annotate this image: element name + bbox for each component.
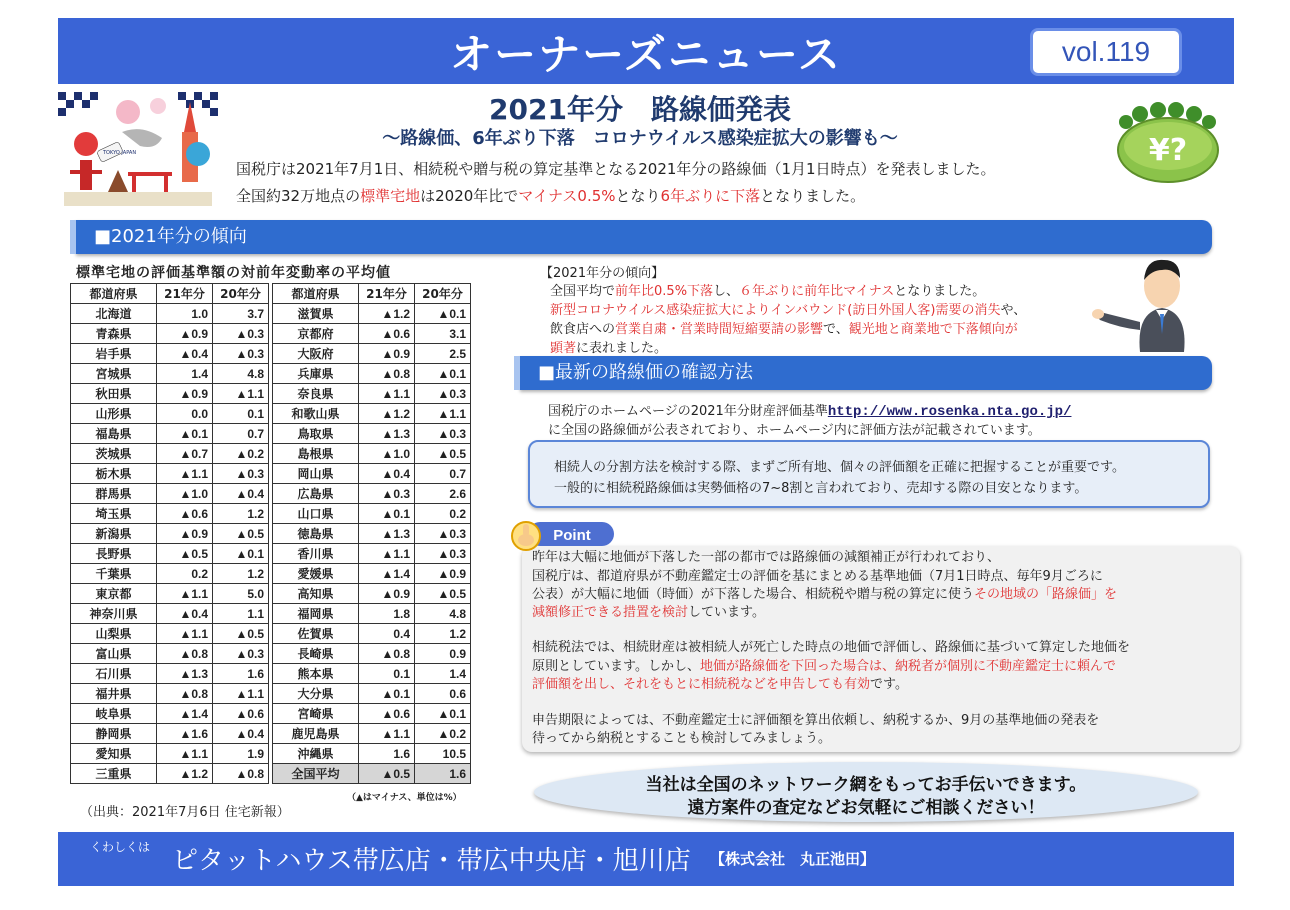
- rate-2021-cell: ▲1.6: [157, 724, 213, 744]
- trend-line-1: 全国平均で前年比0.5%下落し、６年ぶりに前年比マイナスとなりました。: [550, 284, 986, 299]
- prefecture-cell: 愛知県: [71, 744, 157, 764]
- col-header-pref-left: 都道府県: [71, 284, 157, 304]
- prefecture-cell: 福井県: [71, 684, 157, 704]
- rate-2020-cell: ▲0.3: [213, 344, 269, 364]
- rate-2020-cell: 0.7: [415, 464, 471, 484]
- rate-2021-cell: ▲0.1: [157, 424, 213, 444]
- prefecture-cell: 沖縄県: [273, 744, 359, 764]
- col-header-20-right: 20年分: [415, 284, 471, 304]
- rate-2020-cell: ▲0.5: [415, 444, 471, 464]
- table-row: [71, 764, 471, 784]
- rate-2020-cell: 2.6: [415, 484, 471, 504]
- highlight-standard-land: 標準宅地: [360, 187, 421, 205]
- prefecture-cell: 宮崎県: [273, 704, 359, 724]
- point-line-5: 相続税法では、相続財産は被相続人が死亡した時点の地価で評価し、路線価に基づいて算定した地価を: [532, 640, 1131, 655]
- prefecture-cell: 千葉県: [71, 564, 157, 584]
- rate-2021-cell: ▲0.9: [359, 344, 415, 364]
- prefecture-cell: 滋賀県: [273, 304, 359, 324]
- rate-2020-cell: 0.2: [415, 504, 471, 524]
- table-row: [71, 464, 471, 484]
- prefecture-cell: 愛媛県: [273, 564, 359, 584]
- point-line-8: 申告期限によっては、不動産鑑定士に評価額を算出依頼し、納税するか、9月の基準地価の発表を: [532, 713, 1100, 728]
- table-row: [71, 724, 471, 744]
- table-row: [71, 664, 471, 684]
- rate-2021-cell: 0.1: [359, 664, 415, 684]
- point-line-6: 原則としています。しかし、地価が路線価を下回った場合は、納税者が個別に不動産鑑定士に頼んで: [532, 659, 1116, 674]
- point-line-9: 待ってから納税とすることも検討してみましょう。: [532, 731, 832, 746]
- point-label: Point: [553, 527, 591, 544]
- rate-2020-cell: 0.6: [415, 684, 471, 704]
- rate-2021-cell: ▲1.2: [359, 404, 415, 424]
- rate-2021-cell: ▲1.2: [157, 764, 213, 784]
- prefecture-cell: 長崎県: [273, 644, 359, 664]
- table-row: [71, 504, 471, 524]
- rate-2020-cell: ▲0.3: [415, 424, 471, 444]
- point-box: [522, 546, 1240, 752]
- highlight-first-drop: 6年ぶりに下落: [660, 187, 761, 205]
- prefecture-cell: 山口県: [273, 504, 359, 524]
- point-line-3: 公表）が大幅に地価（時価）が下落した場合、相続税や贈与税の算定に使うその地域の「路線価」を: [532, 587, 1118, 602]
- prefecture-cell: 新潟県: [71, 524, 157, 544]
- prefecture-cell: 群馬県: [71, 484, 157, 504]
- volume-badge: vol.119: [1030, 28, 1182, 76]
- rate-2021-cell: ▲0.3: [359, 484, 415, 504]
- table-row: [71, 444, 471, 464]
- rate-2020-cell: 10.5: [415, 744, 471, 764]
- rate-2021-cell: ▲0.8: [157, 644, 213, 664]
- highlight-minus-rate: マイナス0.5%: [518, 187, 616, 205]
- rate-2020-cell: 4.8: [415, 604, 471, 624]
- rate-2020-cell: ▲0.3: [213, 324, 269, 344]
- prefecture-cell: 山梨県: [71, 624, 157, 644]
- prefecture-cell: 奈良県: [273, 384, 359, 404]
- rate-2021-cell: ▲0.8: [157, 684, 213, 704]
- rate-2020-cell: ▲0.1: [213, 544, 269, 564]
- rate-2021-cell: ▲0.9: [157, 324, 213, 344]
- yen-question-text: ¥?: [1148, 133, 1188, 168]
- prefecture-cell: 京都府: [273, 324, 359, 344]
- table-header-row: [71, 284, 471, 304]
- rate-2020-cell: ▲0.5: [213, 524, 269, 544]
- howto-line-1: 国税庁のホームページの2021年分財産評価基準http://www.rosenka.nta.go.jp/: [548, 404, 1072, 420]
- prefecture-cell: 広島県: [273, 484, 359, 504]
- rate-2021-cell: 0.2: [157, 564, 213, 584]
- advice-line-2: 一般的に相続税路線価は実勢価格の7~8割と言われており、売却する際の目安となります。: [554, 481, 1088, 496]
- rate-2021-cell: ▲0.1: [359, 684, 415, 704]
- rate-2020-cell: ▲0.1: [415, 304, 471, 324]
- rate-2020-cell: 1.4: [415, 664, 471, 684]
- intro-line-1: 国税庁は2021年7月1日、相続税や贈与税の算定基準となる2021年分の路線価（1月1日時点）を発表しました。: [236, 160, 996, 178]
- rate-2021-cell: ▲0.5: [157, 544, 213, 564]
- rate-2020-cell: ▲0.1: [415, 704, 471, 724]
- rate-2020-cell: ▲1.1: [415, 404, 471, 424]
- prefecture-cell: 鹿児島県: [273, 724, 359, 744]
- prefecture-cell: 和歌山県: [273, 404, 359, 424]
- rate-2021-cell: ▲0.5: [359, 764, 415, 784]
- advice-line-1: 相続人の分割方法を検討する際、まずご所有地、個々の評価額を正確に把握することが重要です。: [554, 460, 1125, 475]
- prefecture-cell: 熊本県: [273, 664, 359, 684]
- prefecture-cell: 香川県: [273, 544, 359, 564]
- rate-2020-cell: 0.9: [415, 644, 471, 664]
- intro-line-2: 全国約32万地点の標準宅地は2020年比でマイナス0.5%となり6年ぶりに下落となりました。: [236, 187, 866, 205]
- rate-2020-cell: ▲0.4: [213, 484, 269, 504]
- rate-2020-cell: ▲0.3: [415, 544, 471, 564]
- newsletter-title: オーナーズニュース: [450, 30, 842, 79]
- rate-2020-cell: ▲1.1: [213, 384, 269, 404]
- rate-2020-cell: ▲1.1: [213, 684, 269, 704]
- table-row: [71, 684, 471, 704]
- section-heading-howto: ■最新の路線価の確認方法: [520, 356, 1212, 390]
- table-row: [71, 344, 471, 364]
- prefecture-cell: 大分県: [273, 684, 359, 704]
- rate-2020-cell: 4.8: [213, 364, 269, 384]
- rate-2021-cell: ▲1.2: [359, 304, 415, 324]
- rate-2020-cell: ▲0.2: [213, 444, 269, 464]
- table-row: [71, 524, 471, 544]
- table-row: [71, 404, 471, 424]
- point-line-7: 評価額を出し、それをもとに相続税などを申告しても有効です。: [532, 677, 908, 692]
- table-row: [71, 604, 471, 624]
- prefecture-cell: 岐阜県: [71, 704, 157, 724]
- land-value-change-table: [70, 283, 494, 787]
- rate-2020-cell: ▲0.4: [213, 724, 269, 744]
- rosenka-link[interactable]: http://www.rosenka.nta.go.jp/: [827, 404, 1072, 420]
- prefecture-cell: 青森県: [71, 324, 157, 344]
- rate-2021-cell: ▲0.1: [359, 504, 415, 524]
- rate-2021-cell: ▲0.4: [157, 344, 213, 364]
- table-row: [71, 544, 471, 564]
- rate-2021-cell: ▲1.3: [157, 664, 213, 684]
- rate-2020-cell: 2.5: [415, 344, 471, 364]
- table-row: [71, 304, 471, 324]
- rate-2020-cell: ▲0.8: [213, 764, 269, 784]
- rate-2020-cell: 1.6: [213, 664, 269, 684]
- trend-line-3: 飲食店への営業自粛・営業時間短縮要請の影響で、観光地と商業地で下落傾向が: [550, 322, 1018, 337]
- table-title: 標準宅地の評価基準額の対前年変動率の平均値: [76, 265, 391, 281]
- prefecture-cell: 岡山県: [273, 464, 359, 484]
- prefecture-cell: 兵庫県: [273, 364, 359, 384]
- businessman-icon: [1090, 252, 1214, 354]
- rate-2021-cell: ▲1.1: [359, 724, 415, 744]
- rate-2021-cell: ▲0.6: [157, 504, 213, 524]
- rate-2020-cell: 1.9: [213, 744, 269, 764]
- rate-2021-cell: 0.0: [157, 404, 213, 424]
- rate-2020-cell: ▲0.5: [213, 624, 269, 644]
- point-line-1: 昨年は大幅に地価が下落した一部の都市では路線価の減額補正が行われており、: [532, 550, 1001, 565]
- rate-2021-cell: 1.0: [157, 304, 213, 324]
- table-row: [71, 324, 471, 344]
- table-row: [71, 584, 471, 604]
- rate-2020-cell: 1.2: [213, 564, 269, 584]
- point-line-2: 国税庁は、都道府県が不動産鑑定士の評価を基にまとめる基準地価（7月1日時点、毎年9月ごろに: [532, 569, 1103, 584]
- prefecture-cell: 東京都: [71, 584, 157, 604]
- prefecture-cell: 長野県: [71, 544, 157, 564]
- point-badge: [508, 514, 618, 554]
- yen-question-icon: [1112, 94, 1224, 186]
- rate-2021-cell: 1.4: [157, 364, 213, 384]
- cta-line-2: 遠方案件の査定などお気軽にご相談ください！: [687, 798, 1045, 818]
- rate-2020-cell: 5.0: [213, 584, 269, 604]
- rate-2021-cell: ▲1.1: [157, 584, 213, 604]
- trend-line-4: 顕著に表れました。: [550, 341, 668, 356]
- cta-line-1: 当社は全国のネットワーク網をもってお手伝いできます。: [645, 775, 1087, 795]
- prefecture-cell: 栃木県: [71, 464, 157, 484]
- rate-2021-cell: ▲1.0: [157, 484, 213, 504]
- prefecture-cell: 宮城県: [71, 364, 157, 384]
- rate-2020-cell: ▲0.3: [415, 524, 471, 544]
- prefecture-cell: 全国平均: [273, 764, 359, 784]
- prefecture-cell: 静岡県: [71, 724, 157, 744]
- rate-2020-cell: 1.1: [213, 604, 269, 624]
- table-row: [71, 624, 471, 644]
- rate-2021-cell: 0.4: [359, 624, 415, 644]
- rate-2021-cell: ▲1.3: [359, 524, 415, 544]
- prefecture-cell: 北海道: [71, 304, 157, 324]
- footer-banner: [58, 832, 1234, 886]
- table-row: [71, 704, 471, 724]
- section-heading-trend: ■2021年分の傾向: [76, 220, 1212, 254]
- rate-2021-cell: 1.8: [359, 604, 415, 624]
- rate-2020-cell: ▲0.6: [213, 704, 269, 724]
- rate-2021-cell: ▲1.1: [157, 624, 213, 644]
- rate-2020-cell: ▲0.5: [415, 584, 471, 604]
- trend-line-2: 新型コロナウイルス感染症拡大によりインバウンド(訪日外国人客)需要の消失や、: [550, 303, 1027, 318]
- prefecture-cell: 埼玉県: [71, 504, 157, 524]
- advice-note-box: [528, 440, 1210, 508]
- rate-2021-cell: ▲0.7: [157, 444, 213, 464]
- headline-title: 2021年分 路線価発表: [489, 93, 791, 126]
- rate-2021-cell: ▲0.9: [157, 524, 213, 544]
- prefecture-cell: 佐賀県: [273, 624, 359, 644]
- rate-2021-cell: ▲0.8: [359, 644, 415, 664]
- table-row: [71, 564, 471, 584]
- rate-2021-cell: ▲0.4: [359, 464, 415, 484]
- table-row: [71, 644, 471, 664]
- prefecture-cell: 高知県: [273, 584, 359, 604]
- rate-2021-cell: ▲1.1: [359, 544, 415, 564]
- rate-2021-cell: ▲0.9: [157, 384, 213, 404]
- footer-company: 【株式会社 丸正池田】: [710, 850, 876, 868]
- table-source: （出典：2021年7月6日 住宅新報）: [80, 805, 290, 820]
- rate-2021-cell: ▲1.1: [157, 744, 213, 764]
- table-row: [71, 364, 471, 384]
- rate-2020-cell: 1.2: [213, 504, 269, 524]
- rate-2021-cell: 1.6: [359, 744, 415, 764]
- table-row: [71, 424, 471, 444]
- table-note: （▲はマイナス、単位は%）: [347, 793, 462, 803]
- rate-2021-cell: ▲1.4: [359, 564, 415, 584]
- prefecture-cell: 富山県: [71, 644, 157, 664]
- rate-2021-cell: ▲0.4: [157, 604, 213, 624]
- prefecture-cell: 福岡県: [273, 604, 359, 624]
- prefecture-cell: 茨城県: [71, 444, 157, 464]
- footer-store-names: ピタットハウス帯広店・帯広中央店・旭川店: [172, 846, 691, 876]
- rate-2021-cell: ▲1.3: [359, 424, 415, 444]
- tokyo-japan-label: TOKYO JAPAN: [103, 150, 137, 156]
- prefecture-cell: 鳥取県: [273, 424, 359, 444]
- table-row: [71, 384, 471, 404]
- footer-prefix: くわしくは: [90, 840, 151, 854]
- prefecture-cell: 神奈川県: [71, 604, 157, 624]
- trend-heading: 【2021年分の傾向】: [540, 266, 665, 281]
- prefecture-cell: 石川県: [71, 664, 157, 684]
- rate-2020-cell: ▲0.3: [415, 384, 471, 404]
- contact-callout: [534, 762, 1198, 822]
- rate-2021-cell: ▲1.1: [359, 384, 415, 404]
- col-header-20-left: 20年分: [213, 284, 269, 304]
- rate-2020-cell: 3.1: [415, 324, 471, 344]
- prefecture-cell: 山形県: [71, 404, 157, 424]
- rate-2021-cell: ▲0.8: [359, 364, 415, 384]
- rate-2021-cell: ▲0.6: [359, 324, 415, 344]
- rate-2020-cell: ▲0.2: [415, 724, 471, 744]
- japan-landmarks-illustration: [58, 92, 218, 206]
- prefecture-cell: 三重県: [71, 764, 157, 784]
- table-row: [71, 744, 471, 764]
- rate-2021-cell: ▲1.0: [359, 444, 415, 464]
- rate-2020-cell: 1.6: [415, 764, 471, 784]
- howto-line-2: に全国の路線価が公表されており、ホームページ内に評価方法が記載されています。: [548, 423, 1041, 438]
- rate-2021-cell: ▲0.6: [359, 704, 415, 724]
- rate-2021-cell: ▲1.1: [157, 464, 213, 484]
- point-line-4: 減額修正できる措置を検討しています。: [532, 605, 765, 620]
- rate-2020-cell: ▲0.3: [213, 644, 269, 664]
- rate-2020-cell: 3.7: [213, 304, 269, 324]
- prefecture-cell: 島根県: [273, 444, 359, 464]
- prefecture-cell: 福島県: [71, 424, 157, 444]
- rate-2021-cell: ▲1.4: [157, 704, 213, 724]
- headline-subtitle: ～路線価、6年ぶり下落 コロナウイルス感染症拡大の影響も～: [382, 128, 898, 149]
- rate-2020-cell: 0.1: [213, 404, 269, 424]
- rate-2020-cell: ▲0.1: [415, 364, 471, 384]
- rate-2020-cell: ▲0.3: [213, 464, 269, 484]
- col-header-21-right: 21年分: [359, 284, 415, 304]
- prefecture-cell: 大阪府: [273, 344, 359, 364]
- table-row: [71, 484, 471, 504]
- rate-2020-cell: 1.2: [415, 624, 471, 644]
- prefecture-cell: 岩手県: [71, 344, 157, 364]
- rate-2021-cell: ▲0.9: [359, 584, 415, 604]
- rate-2020-cell: 0.7: [213, 424, 269, 444]
- col-header-pref-right: 都道府県: [273, 284, 359, 304]
- header-banner: [58, 18, 1234, 84]
- rate-2020-cell: ▲0.9: [415, 564, 471, 584]
- col-header-21-left: 21年分: [157, 284, 213, 304]
- prefecture-cell: 徳島県: [273, 524, 359, 544]
- prefecture-cell: 秋田県: [71, 384, 157, 404]
